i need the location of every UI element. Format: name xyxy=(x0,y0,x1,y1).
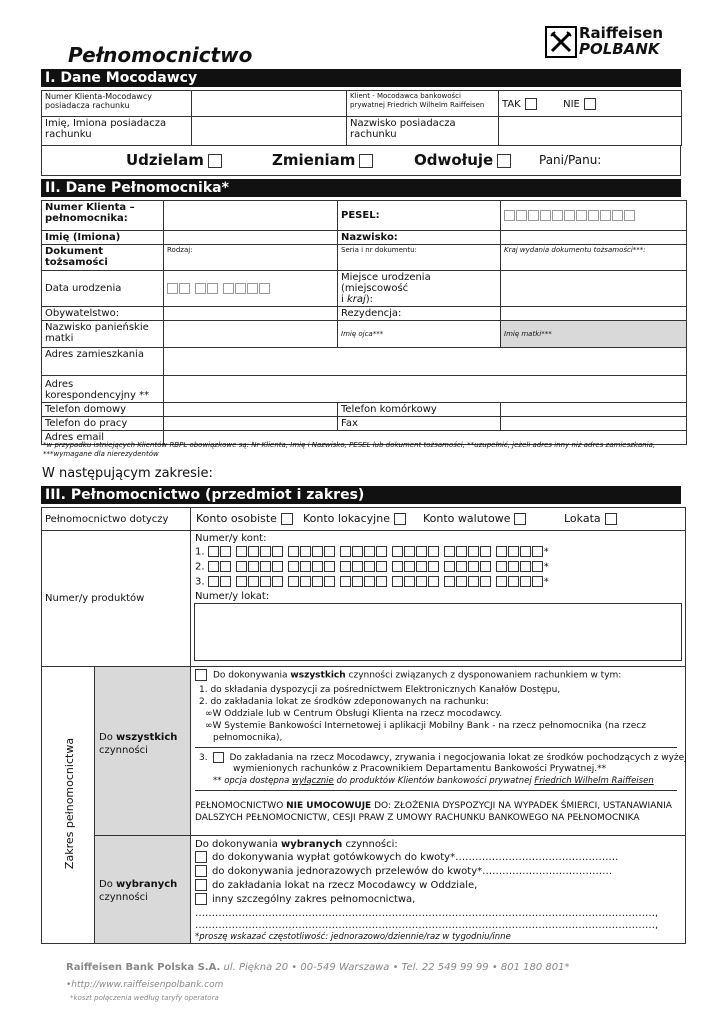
mother-name-field[interactable]: Imię matki*** xyxy=(501,321,687,348)
other-scope-checkbox[interactable] xyxy=(195,893,207,905)
salutation-label: Pani/Panu: xyxy=(539,153,602,167)
client-number-field[interactable] xyxy=(192,91,347,117)
products-label-cell xyxy=(42,531,191,667)
divider xyxy=(195,790,677,791)
all-item-1: 1. do składania dyspozycji za pośrednictwem Elektronicznych Kanałów Dostępu, xyxy=(199,685,561,695)
all-item-3-note: ** opcja dostępna wyłącznie do produktów Klientów bankowości prywatnej Friedrich Wilhelm Raiffeisen xyxy=(213,776,654,786)
corr-address-field[interactable] xyxy=(164,376,687,403)
fw-client-label: Klient - Mocodawca bankowości prywatnej Friedrich Wilhelm Raiffeisen xyxy=(347,91,499,117)
father-name-field[interactable]: Imię ojca*** xyxy=(338,321,501,348)
other-scope-line-1[interactable]: …………………………………………………………………………………………………………………………, xyxy=(195,908,659,919)
divider xyxy=(195,747,677,748)
sel-item-3: do zakładania lokat na rzecz Mocodawcy w Oddziale, xyxy=(195,879,477,892)
change-option xyxy=(272,151,373,169)
selected-intro: Do dokonywania wybranych czynności: xyxy=(195,839,398,850)
maiden-name-label: Nazwisko panieńskie matki xyxy=(42,321,164,348)
agent-surname-field[interactable] xyxy=(501,231,687,245)
name-label: Imię, Imiona posiadacza rachunku xyxy=(42,117,192,146)
all-actions-checkbox[interactable] xyxy=(195,669,207,681)
products-cell xyxy=(191,531,685,667)
no-checkbox[interactable] xyxy=(584,98,596,110)
agent-client-number-field[interactable] xyxy=(164,201,338,231)
revoke-option xyxy=(414,151,511,169)
grant-label: Udzielam xyxy=(126,151,204,169)
agent-first-name-label: Imię (Imiona) xyxy=(42,231,164,245)
account-row-3[interactable]: 3. * xyxy=(195,576,549,588)
scope-vertical-cell xyxy=(42,667,95,943)
revoke-checkbox[interactable] xyxy=(497,154,511,168)
change-label: Zmieniam xyxy=(272,151,356,169)
currency-account-checkbox[interactable] xyxy=(514,513,526,525)
option-savings: Konto lokacyjne xyxy=(303,512,406,525)
birth-place-label: Miejsce urodzenia (miejscowość i kraj): xyxy=(338,271,501,307)
selected-actions-label: Do wybranych czynności xyxy=(95,836,191,943)
fax-field[interactable] xyxy=(501,417,687,431)
section3-frame xyxy=(41,507,686,944)
maiden-name-field[interactable] xyxy=(164,321,338,348)
option-personal: Konto osobiste xyxy=(196,512,293,525)
mocodawca-table xyxy=(41,90,682,146)
all-actions-intro: Do dokonywania wszystkich czynności związanych z dysponowaniem rachunkiem w tym: xyxy=(195,669,621,682)
all-item-2: 2. do zakładania lokat ze środków zdeponowanych na rachunku: xyxy=(199,697,489,707)
surname-label: Nazwisko posiadacza rachunku xyxy=(347,117,499,146)
all-sub-2a: ∞W Systemie Bankowości Internetowej i aplikacji Mobilny Bank - na rzecz pełnomocnika (na rzecz xyxy=(205,721,646,731)
pesel-label: PESEL: xyxy=(338,201,501,231)
grant-checkbox[interactable] xyxy=(208,154,222,168)
sel-item-4: inny szczególny zakres pełnomocnictwa, xyxy=(195,893,415,906)
address-label: Adres zamieszkania xyxy=(42,348,164,376)
account-row-2[interactable]: 2. * xyxy=(195,561,549,573)
fax-label: Fax xyxy=(338,417,501,431)
page-title: Pełnomocnictwo xyxy=(68,43,253,67)
all-actions-label: Do wszystkich czynności xyxy=(95,667,191,836)
corr-address-label: Adres korespondencyjny ** xyxy=(42,376,164,403)
home-phone-label: Telefon domowy xyxy=(42,403,164,417)
pelnomocnik-table xyxy=(41,200,687,445)
footer-url[interactable]: •http://www.raiffeisenpolbank.com xyxy=(66,980,224,990)
concerns-options xyxy=(191,508,685,531)
logo-line1: Raiffeisen xyxy=(579,24,664,42)
doc-series-field[interactable]: Seria i nr dokumentu: xyxy=(338,245,501,271)
yes-checkbox[interactable] xyxy=(525,98,537,110)
private-banking-checkbox[interactable] xyxy=(213,752,224,763)
mobile-phone-field[interactable] xyxy=(501,403,687,417)
agent-first-name-field[interactable] xyxy=(164,231,338,245)
deposits-field[interactable] xyxy=(194,603,682,661)
section1-header: I. Dane Mocodawcy xyxy=(41,69,681,87)
option-currency: Konto walutowe xyxy=(423,512,526,525)
client-number-label: Numer Klienta-Mocodawcy posiadacza rachunku xyxy=(42,91,192,117)
open-deposits-checkbox[interactable] xyxy=(195,879,207,891)
revoke-label: Odwołuje xyxy=(414,151,494,169)
all-sub-2b: pełnomocnika), xyxy=(213,733,283,743)
doc-country-field[interactable]: Kraj wydania dokumentu tożsamości***: xyxy=(501,245,687,271)
citizenship-field[interactable] xyxy=(164,307,338,321)
scope-vertical-label: Zakres pełnomocnictwa xyxy=(63,737,76,870)
yes-label: TAK xyxy=(502,98,521,110)
savings-account-checkbox[interactable] xyxy=(394,513,406,525)
deposit-checkbox[interactable] xyxy=(605,513,617,525)
account-row-1[interactable]: 1. * xyxy=(195,546,549,558)
agent-surname-label: Nazwisko: xyxy=(338,231,501,245)
sel-item-1: do dokonywania wypłat gotówkowych do kwoty*…………………………………………. xyxy=(195,851,618,864)
deposits-label: Numer/y lokat: xyxy=(195,591,270,602)
concerns-label: Pełnomocnictwo dotyczy xyxy=(42,508,191,531)
other-scope-line-2[interactable]: …………………………………………………………………………………………………………………………, xyxy=(195,920,659,931)
footer-cost-note: *koszt połączenia według taryfy operatora xyxy=(70,994,219,1002)
email-label: Adres email xyxy=(42,431,164,445)
not-authorized-note: PEŁNOMOCNICTWO NIE UMOCOWUJE DO: ZŁOŻENIA DYSPOZYCJI NA WYPADEK ŚMIERCI, USTANAWIANIA DALSZYCH PEŁNOMOCNICTW, CESJI PRAW Z UMOWY RACHUNKU BANKOWEGO NA PEŁNOMOCNIKA xyxy=(195,801,672,823)
scope-intro: W następującym zakresie: xyxy=(42,466,213,481)
logo-line2: POLBANK xyxy=(579,40,660,58)
birth-date-boxes[interactable] xyxy=(164,271,338,307)
work-phone-label: Telefon do pracy xyxy=(42,417,164,431)
section2-header: II. Dane Pełnomocnika* xyxy=(41,179,681,197)
products-label: Numer/y produktów xyxy=(45,593,145,604)
doc-type-field[interactable]: Rodzaj: xyxy=(164,245,338,271)
sel-item-2: do dokonywania jednorazowych przelewów do kwoty*………………………………… xyxy=(195,865,612,878)
logo-mark-icon xyxy=(545,26,577,58)
action-row xyxy=(41,146,681,176)
agent-client-number-label: Numer Klienta – pełnomocnika: xyxy=(42,201,164,231)
work-phone-field[interactable] xyxy=(164,417,338,431)
fw-client-choice xyxy=(499,91,682,117)
home-phone-field[interactable] xyxy=(164,403,338,417)
birth-place-field[interactable] xyxy=(501,271,687,307)
section2-footnote: *w przypadku istniejących Klientów RBPL obowiązkowe są: Nr Klienta, Imię i Nazwisko, PESEL lub dokument tożsamości, **uzupełnić, jeżeli adres inny niż adres zamieszkania, ***wymagane dla nierezydentów xyxy=(43,441,656,458)
grant-option xyxy=(126,151,222,169)
residency-label: Rezydencja: xyxy=(338,307,501,321)
cash-withdrawal-checkbox[interactable] xyxy=(195,851,207,863)
selected-actions-content xyxy=(191,836,685,943)
surname-field[interactable] xyxy=(499,117,682,146)
residency-field[interactable] xyxy=(501,307,687,321)
pesel-boxes[interactable] xyxy=(501,201,687,231)
all-item-3b: wymienionych rachunków z Pracownikiem Departamentu Bankowości Prywatnej.** xyxy=(233,764,607,774)
name-field[interactable] xyxy=(192,117,347,146)
transfers-checkbox[interactable] xyxy=(195,865,207,877)
frequency-note: *proszę wskazać częstotliwość: jednorazowo/dziennie/raz w tygodniu/inne xyxy=(195,932,511,942)
accounts-label: Numer/y kont: xyxy=(195,533,267,544)
option-deposit: Lokata xyxy=(564,512,617,525)
citizenship-label: Obywatelstwo: xyxy=(42,307,164,321)
all-sub-1: ∞W Oddziale lub w Centrum Obsługi Klienta na rzecz mocodawcy. xyxy=(205,709,503,719)
personal-account-checkbox[interactable] xyxy=(281,513,293,525)
footer-bank-info: Raiffeisen Bank Polska S.A. ul. Piękna 20 • 00-549 Warszawa • Tel. 22 549 99 99 • 801 180 801* xyxy=(66,962,570,973)
all-item-3: 3. Do zakładania na rzecz Mocodawcy, zrywania i negocjowania lokat ze środków pochodzących z wyżej xyxy=(199,753,687,763)
address-field[interactable] xyxy=(164,348,687,376)
all-actions-content xyxy=(191,667,685,836)
bank-logo xyxy=(545,24,685,64)
mobile-phone-label: Telefon komórkowy xyxy=(338,403,501,417)
change-checkbox[interactable] xyxy=(359,154,373,168)
id-doc-label: Dokument tożsamości xyxy=(42,245,164,271)
birth-date-label: Data urodzenia xyxy=(42,271,164,307)
section3-header: III. Pełnomocnictwo (przedmiot i zakres) xyxy=(41,486,681,504)
no-label: NIE xyxy=(563,98,580,110)
